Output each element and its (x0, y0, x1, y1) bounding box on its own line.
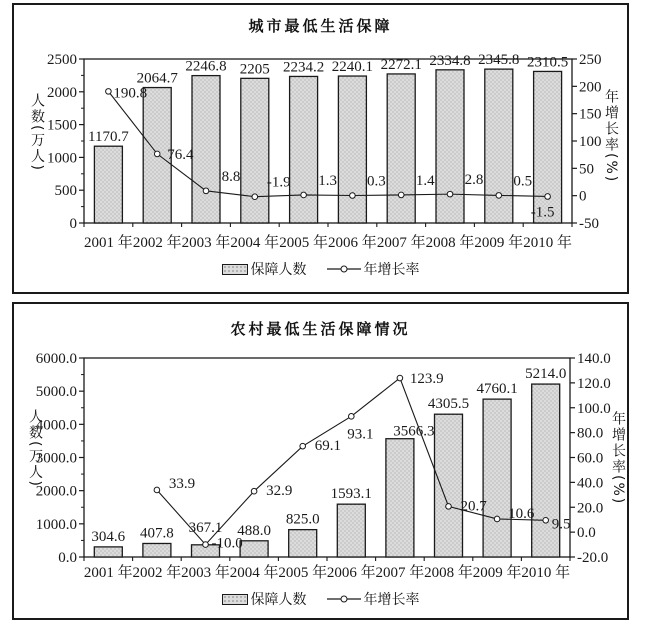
growth-value-label: 1.3 (318, 172, 337, 189)
category-label: 2006 年 (326, 565, 376, 581)
bar-value-label: 2334.8 (429, 52, 471, 69)
urban-legend-item-line (327, 259, 420, 279)
bar-value-label: 1593.1 (330, 486, 372, 503)
growth-point-9 (545, 194, 551, 200)
right-axis-tick-label: 150 (579, 106, 602, 123)
left-axis-tick-label: 5000.0 (35, 384, 77, 401)
bar-0 (94, 547, 122, 557)
category-label: 2004 年 (229, 565, 279, 581)
growth-point-7 (446, 504, 452, 510)
rural-legend-item-bars (222, 589, 307, 609)
rural-right-axis-title: 年增长率(%) (610, 411, 626, 506)
growth-value-label: 0.3 (367, 173, 386, 190)
right-axis-tick-label: 120.0 (577, 375, 611, 392)
urban-left-axis-title: 人数(万人) (29, 93, 45, 172)
growth-point-9 (543, 518, 549, 524)
left-axis-tick-label: 3000.0 (35, 450, 77, 467)
growth-point-1 (154, 487, 160, 493)
bar-value-label: 304.6 (91, 528, 126, 545)
bar-3 (240, 541, 268, 557)
right-axis-tick-label: 40.0 (577, 475, 604, 492)
category-label: 2009 年 (474, 235, 524, 251)
urban-chart-plot (14, 5, 627, 292)
left-axis-tick-label: 1000.0 (35, 516, 77, 533)
category-label: 2007 年 (376, 235, 426, 251)
rural-chart-title: 农村最低生活保障情况 (230, 320, 411, 338)
growth-value-label: 9.5 (551, 516, 571, 533)
right-axis-tick-label: 0.0 (577, 525, 596, 542)
left-axis-tick-label: 2000.0 (35, 483, 77, 500)
right-axis-tick-label: 50 (579, 161, 594, 178)
right-axis-tick-label: 200 (579, 79, 602, 96)
growth-point-5 (349, 414, 355, 420)
category-label: 2009 年 (472, 565, 522, 581)
growth-point-1 (154, 151, 160, 157)
bar-4 (289, 530, 317, 557)
growth-value-label: 76.4 (167, 146, 194, 163)
left-axis-tick-label: 2500 (47, 52, 77, 68)
bar-9 (534, 71, 562, 223)
growth-value-label: 2.8 (464, 172, 484, 189)
left-axis-tick-label: 6000.0 (35, 351, 77, 367)
growth-value-label: -10.0 (211, 535, 243, 552)
bar-value-label: 367.1 (188, 519, 223, 536)
right-axis-tick-label: 0 (579, 188, 587, 205)
bar-value-label: 2246.8 (185, 58, 227, 75)
right-axis-tick-label: 140.0 (577, 351, 611, 367)
right-axis-tick-label: 100 (579, 134, 602, 150)
category-label: 2001 年 (83, 565, 133, 581)
bar-series-swatch (222, 264, 248, 275)
growth-value-label: 69.1 (314, 438, 341, 455)
bar-value-label: 3566.3 (393, 423, 435, 440)
bar-value-label: 2310.5 (526, 54, 569, 71)
right-axis-tick-label: 60.0 (577, 450, 604, 467)
growth-point-8 (496, 193, 502, 199)
left-axis-tick-label: 500 (54, 183, 77, 200)
right-axis-tick-label: 80.0 (577, 425, 604, 442)
legend-label-line: 年增长率 (363, 592, 420, 608)
growth-value-label: 8.8 (221, 168, 241, 185)
right-axis-tick-label: -20.0 (577, 550, 609, 566)
growth-point-3 (252, 194, 258, 200)
left-axis-tick-label: 0 (69, 216, 77, 232)
rural-chart-panel (12, 302, 629, 620)
bar-7 (436, 70, 464, 223)
growth-value-label: 190.8 (113, 85, 148, 102)
category-label: 2010 年 (521, 565, 571, 581)
line-series-swatch (327, 264, 361, 274)
urban-right-axis-title: 年增长率(%) (603, 89, 619, 184)
bar-value-label: 488.0 (237, 522, 271, 539)
urban-chart-panel (12, 3, 629, 294)
category-label: 2008 年 (424, 565, 473, 581)
legend-label-bars: 保障人数 (250, 262, 307, 278)
growth-value-label: 33.9 (168, 475, 196, 492)
bar-value-label: 2205 (239, 61, 270, 78)
bar-value-label: 2345.8 (478, 52, 520, 69)
bar-3 (241, 78, 269, 223)
rural-legend (14, 589, 627, 609)
bar-series-swatch (222, 594, 248, 605)
bar-2 (192, 76, 220, 223)
left-axis-tick-label: 4000.0 (35, 417, 77, 434)
bar-value-label: 4305.5 (427, 396, 470, 413)
growth-point-6 (398, 192, 404, 198)
category-label: 2007 年 (375, 565, 425, 581)
category-label: 2004 年 (230, 235, 280, 251)
growth-value-label: 0.5 (513, 173, 533, 190)
right-axis-tick-label: 20.0 (577, 500, 604, 517)
category-label: 2001 年 (84, 235, 133, 251)
growth-value-label: 32.9 (266, 483, 293, 500)
growth-point-3 (251, 488, 257, 494)
category-label: 2005 年 (279, 235, 328, 251)
left-axis-tick-label: 0.0 (58, 550, 77, 566)
bar-6 (386, 439, 414, 557)
growth-point-6 (397, 375, 403, 381)
growth-value-label: -1.5 (530, 204, 555, 221)
bar-value-label: 4760.1 (476, 381, 518, 398)
urban-legend (14, 259, 627, 279)
category-label: 2010 年 (523, 235, 572, 251)
growth-point-0 (106, 89, 112, 95)
category-label: 2008 年 (425, 235, 475, 251)
rural-left-axis-title: 人数(万人) (27, 409, 43, 488)
urban-chart-title: 城市最低生活保障 (248, 17, 393, 35)
growth-value-label: 20.7 (460, 498, 487, 515)
growth-value-label: 10.6 (508, 505, 535, 522)
growth-point-2 (203, 542, 209, 548)
growth-value-label: 93.1 (347, 426, 374, 443)
bar-1 (143, 543, 171, 557)
bar-0 (94, 146, 122, 223)
urban-legend-item-bars (222, 259, 307, 279)
bar-8 (485, 69, 513, 223)
growth-point-8 (494, 516, 500, 522)
bar-value-label: 2064.7 (136, 70, 178, 87)
bar-value-label: 1170.7 (88, 129, 129, 146)
bar-7 (435, 414, 463, 557)
growth-point-4 (301, 192, 307, 198)
bar-value-label: 5214.0 (525, 366, 567, 383)
bar-4 (290, 76, 318, 223)
growth-point-4 (300, 443, 306, 449)
bar-6 (387, 74, 415, 223)
rural-chart-plot (14, 304, 627, 618)
growth-point-5 (350, 193, 356, 199)
legend-label-bars: 保障人数 (250, 592, 307, 608)
bar-value-label: 407.8 (140, 525, 174, 542)
bar-value-label: 2240.1 (331, 59, 374, 76)
rural-legend-item-line (327, 589, 420, 609)
bar-value-label: 2272.1 (380, 56, 422, 73)
left-axis-tick-label: 2000 (47, 84, 77, 101)
right-axis-tick-label: 100.0 (577, 400, 611, 417)
left-axis-tick-label: 1000 (47, 150, 77, 167)
growth-value-label: 1.4 (415, 172, 435, 189)
category-label: 2003 年 (181, 235, 231, 251)
category-label: 2005 年 (278, 565, 328, 581)
bar-5 (338, 76, 366, 223)
left-axis-tick-label: 1500 (47, 117, 77, 134)
bar-8 (483, 399, 511, 557)
growth-value-label: 123.9 (409, 371, 444, 388)
bar-value-label: 825.0 (285, 511, 320, 528)
category-label: 2006 年 (328, 235, 377, 251)
growth-value-label: -1.9 (266, 174, 291, 191)
bar-5 (337, 504, 365, 557)
category-label: 2003 年 (181, 565, 230, 581)
right-axis-tick-label: -50 (579, 216, 599, 232)
category-label: 2002 年 (132, 235, 182, 251)
growth-point-7 (447, 191, 453, 197)
bar-value-label: 2234.2 (282, 59, 325, 76)
growth-point-2 (203, 188, 209, 194)
line-series-swatch (327, 594, 361, 604)
category-label: 2002 年 (132, 565, 182, 581)
right-axis-tick-label: 250 (579, 52, 602, 68)
legend-label-line: 年增长率 (363, 262, 420, 278)
